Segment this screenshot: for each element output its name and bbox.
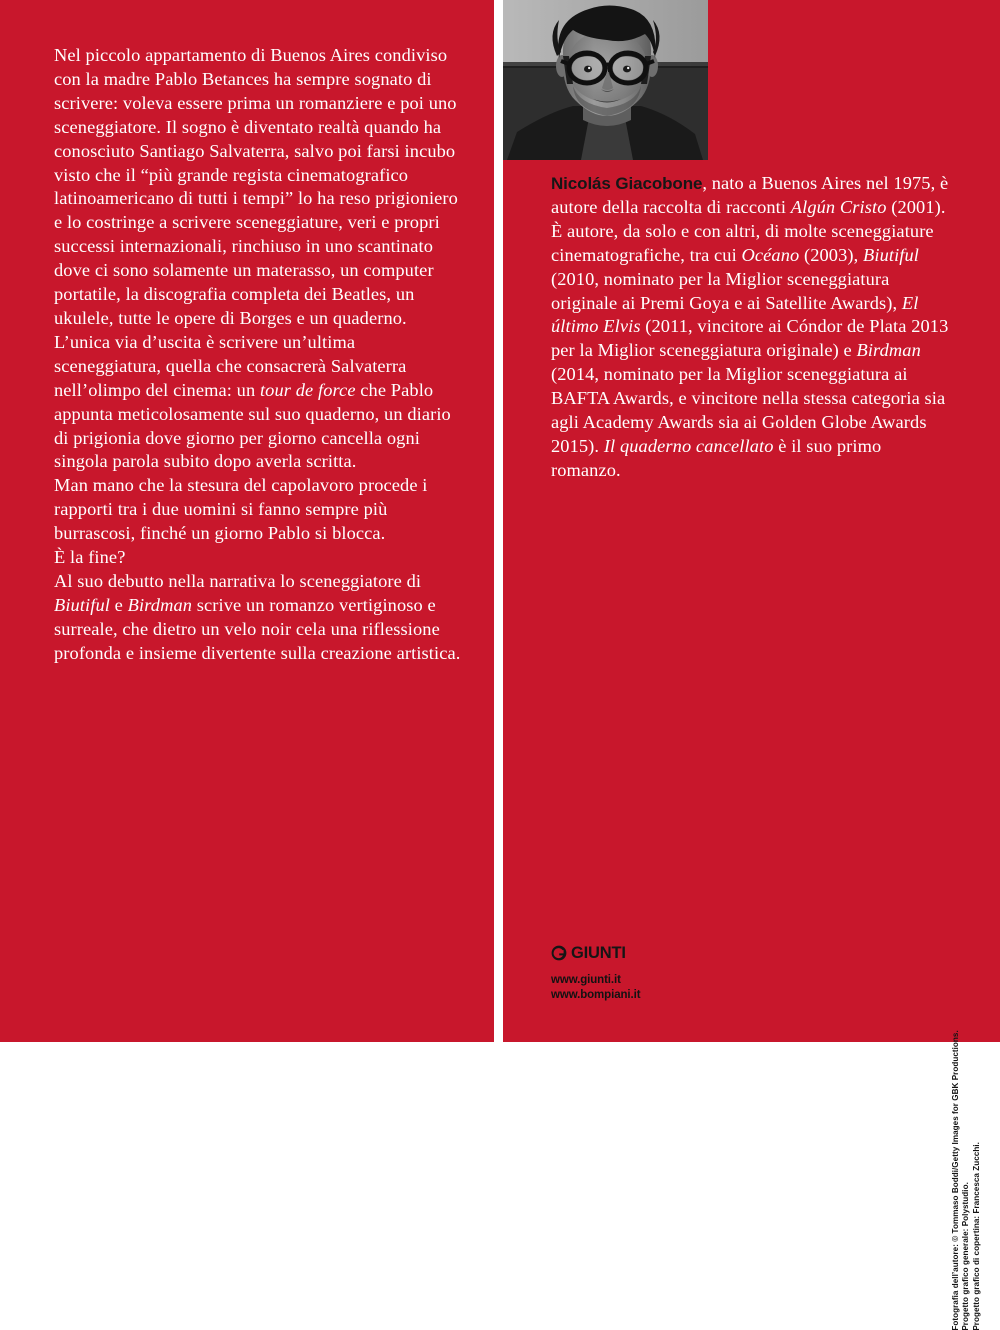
blurb-paragraph-1: Nel piccolo appartamento di Buenos Aires condiviso con la madre Pablo Betances ha sempre sognato di scrivere: voleva essere prima un romanziere e poi uno sceneggiatore. Il sogno è diventato realtà quando ha conosciuto Santiago Salvaterra, salvo poi farsi incubo visto che il “più grande regista cinematografico latinoamericano di tutti i tempi” lo ha reso prigioniero e lo costringe a scrivere sceneggiature, veri e propri successi internazionali, rinchiuso in uno scantinato dove ci sono solamente un materasso, un computer portatile, la discografia completa dei Beatles, un ukulele, tutte le opere di Borges e un quaderno. <box>54 45 458 328</box>
author-bio-block <box>551 172 951 483</box>
blurb-italic-biutiful: Biutiful <box>54 594 110 615</box>
bio-italic-algun-cristo: Algún Cristo <box>790 196 887 217</box>
giunti-g-mark-icon <box>551 945 567 961</box>
blurb-text-block <box>54 44 462 666</box>
blurb-paragraph-4: È la fine? <box>54 547 126 568</box>
publisher-block <box>551 943 791 1002</box>
bio-italic-birdman: Birdman <box>856 340 921 361</box>
author-bio-paragraph: Nicolás Giacobone, nato a Buenos Aires nel 1975, è autore della raccolta di racconti Algún Cristo (2001). È autore, da solo e con altri, di molte sceneggiature cinematografiche, tra cui Océano (2003), Biutiful (2010, nominato per la Miglior sceneggiatura originale ai Premi Goya e ai Satellite Awards), El último Elvis (2011, vincitore ai Cóndor de Plata 2013 per la Miglior sceneggiatura originale) e Birdman (2014, nominato per la Miglior sceneggiatura ai BAFTA Awards, e vincitore nella stessa categoria sia agli Academy Awards sia ai Golden Globe Awards 2015). Il quaderno cancellato è il suo primo romanzo. <box>551 173 949 480</box>
credit-cover-design: Progetto grafico di copertina: Francesca Zucchi. <box>971 1141 981 1330</box>
cover-fold-gutter <box>494 0 503 1042</box>
author-photo <box>503 0 708 160</box>
publisher-name: GIUNTI <box>571 944 626 962</box>
vertical-credits-block <box>951 1030 982 1330</box>
url-bompiani[interactable]: www.bompiani.it <box>551 988 641 1001</box>
front-flap-panel <box>503 0 1000 1330</box>
publisher-logo[interactable] <box>551 943 791 963</box>
bio-italic-el-ultimo-elvis: El último Elvis <box>551 292 919 337</box>
blurb-italic-birdman: Birdman <box>127 594 193 615</box>
author-name: Nicolás Giacobone <box>551 174 703 193</box>
blurb-paragraph-2: L’unica via d’uscita è scrivere un’ultima sceneggiatura, quella che consacrerà Salvaterra nell’olimpo del cinema: un tour de force che Pablo appunta meticolosamente sul suo quaderno, un diario di prigionia dove giorno per giorno cancella ogni singola parola subito dopo averla scritta. <box>54 331 451 472</box>
url-giunti[interactable]: www.giunti.it <box>551 974 621 986</box>
bio-italic-il-quaderno-cancellato: Il quaderno cancellato <box>603 435 774 456</box>
bio-italic-biutiful: Biutiful <box>863 244 920 265</box>
blurb-paragraph-5: Al suo debutto nella narrativa lo sceneggiatore di Biutiful e Birdman scrive un romanzo vertiginoso e surreale, che dietro un velo noir cela una riflessione profonda e insieme divertente sulla creazione artistica. <box>54 570 461 663</box>
bio-italic-oceano: Océano <box>741 244 800 265</box>
credit-graphic-design-general: Progetto grafico generale: Polystudio. <box>961 1181 971 1330</box>
back-cover-panel <box>0 0 494 1042</box>
author-portrait-illustration <box>503 0 708 160</box>
credit-photo: Fotografia dell’autore: © Tommaso Boddi/Getty Images for GBK Productions. <box>950 1030 960 1330</box>
blurb-paragraph-3: Man mano che la stesura del capolavoro procede i rapporti tra i due uomini si fanno sempre più burrascosi, finché un giorno Pablo si blocca. <box>54 475 428 544</box>
blurb-italic-tour-de-force: tour de force <box>259 379 356 400</box>
publisher-urls <box>551 973 791 1002</box>
